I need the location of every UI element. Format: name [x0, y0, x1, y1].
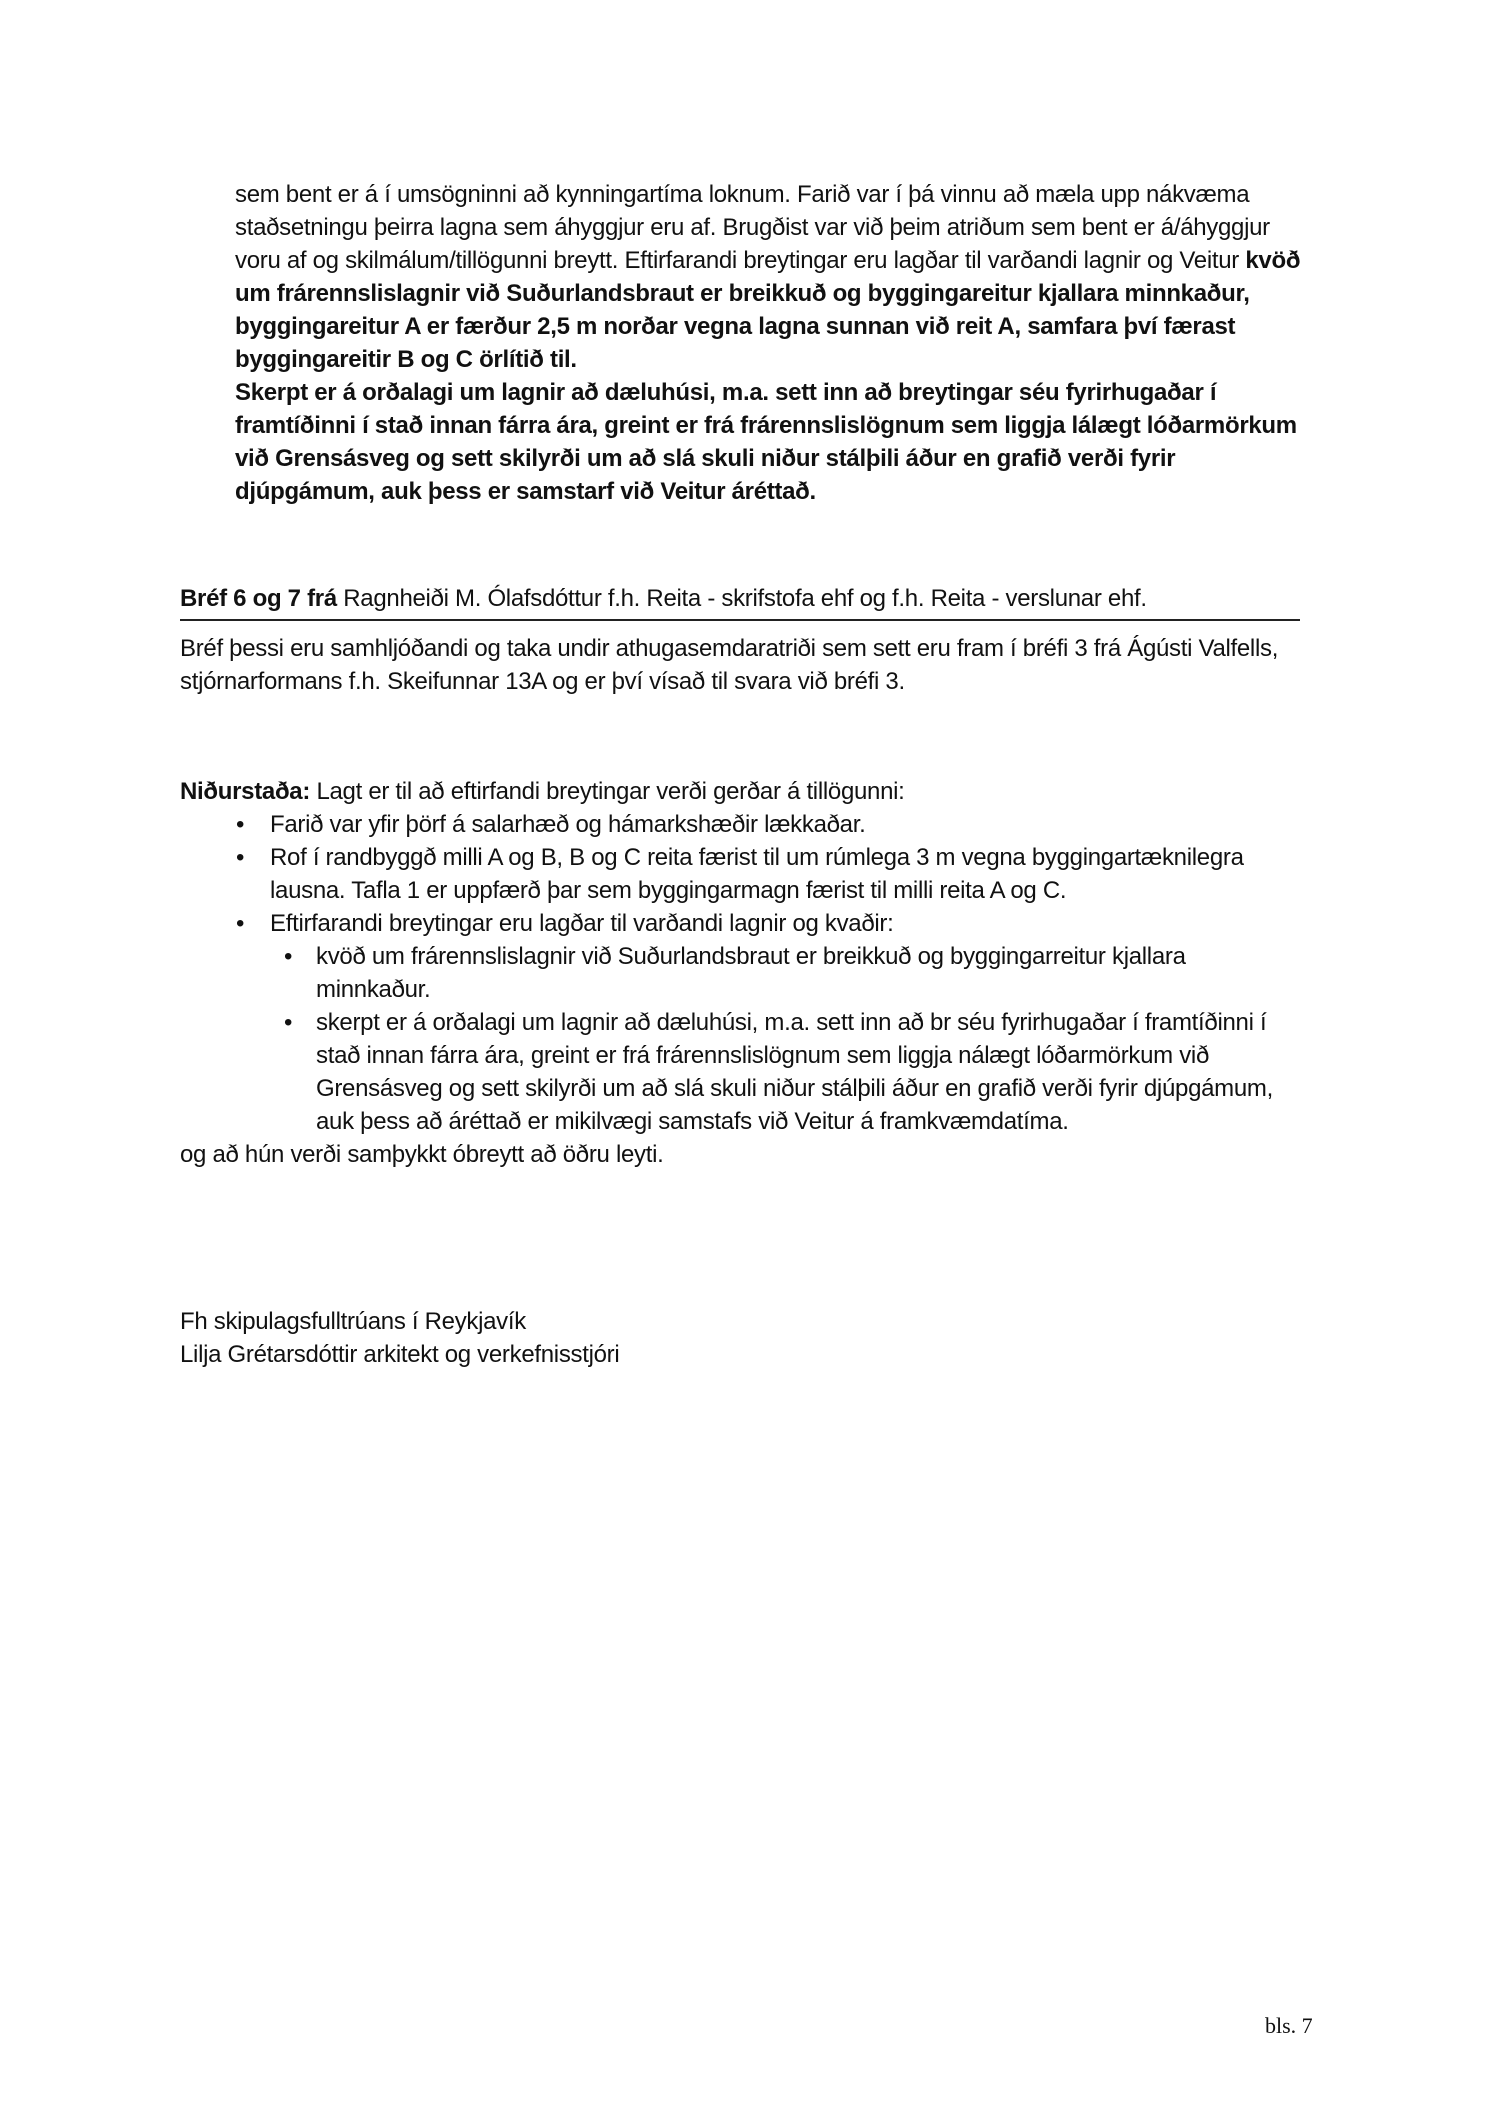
nidurstada-list: [180, 808, 1300, 1138]
list-item: • Farið var yfir þörf á salarhæð og hámarkshæðir lækkaðar.: [270, 808, 1300, 841]
bref-sender: Ragnheiði M. Ólafsdóttur f.h. Reita - skrifstofa ehf og f.h. Reita - verslunar ehf.: [343, 585, 1147, 612]
list-item: [270, 907, 1300, 1138]
continuation-bold-1: kvöð um frárennslislagnir við Suðurlandsbraut er breikkuð og byggingareitur kjallara minnkaður, byggingareitur A er færður 2,5 m norðar vegna lagna sunnan við reit A, samfara því færast byggingareitir B og C örlítið til.: [235, 247, 1301, 373]
continuation-text: sem bent er á í umsögninni að kynningartíma loknum. Farið var í þá vinnu að mæla upp nákvæma staðsetningu þeirra lagna sem áhyggjur eru af. Brugðist var við þeim atriðum sem bent er á/áhyggjur voru af og skilmálum/tillögunni breytt. Eftirfarandi breytingar eru lagðar til varðandi lagnir og Veitur: [235, 181, 1270, 274]
continuation-block: [235, 178, 1315, 508]
nidurstada-label: Niðurstaða:: [180, 778, 311, 805]
bref-label: Bréf 6 og 7 frá: [180, 585, 337, 612]
nidurstada-sublist: [270, 940, 1300, 1138]
signature-block: [180, 1305, 1300, 1371]
nidurstada-closing: og að hún verði samþykkt óbreytt að öðru leyti.: [180, 1141, 664, 1168]
bref-body: [180, 632, 1300, 698]
bref-body-text: Bréf þessi eru samhljóðandi og taka undir athugasemdaratriði sem sett eru fram í bréfi 3 frá Ágústi Valfells, stjórnarformans f.h. Skeifunnar 13A og er því vísað til svara við bréfi 3.: [180, 635, 1279, 695]
signature-line-1: Fh skipulagsfulltrúans í Reykjavík: [180, 1308, 526, 1335]
continuation-paragraph: [235, 178, 1315, 376]
list-item-text: Eftirfarandi breytingar eru lagðar til varðandi lagnir og kvaðir:: [270, 910, 894, 937]
page-number: bls. 7: [1265, 2013, 1313, 2038]
nidurstada-section: [180, 775, 1300, 1171]
list-item: • Rof í randbyggð milli A og B, B og C reita færist til um rúmlega 3 m vegna byggingartæknilegra lausna. Tafla 1 er uppfærð þar sem byggingarmagn færist til milli reita A og C.: [270, 841, 1300, 907]
bref-heading: [180, 582, 1300, 615]
nidurstada-intro-line: [180, 775, 1300, 808]
nidurstada-intro: Lagt er til að eftirfandi breytingar verði gerðar á tillögunni:: [316, 778, 905, 805]
sublist-item: • kvöð um frárennslislagnir við Suðurlandsbraut er breikkuð og byggingarreitur kjallara minnkaður.: [316, 940, 1300, 1006]
sublist-item: • skerpt er á orðalagi um lagnir að dæluhúsi, m.a. sett inn að br séu fyrirhugaðar í framtíðinni í stað innan fárra ára, greint er frá frárennslislögnum sem liggja nálægt lóðarmörkum við Grensásveg og sett skilyrði um að slá skuli niður stálþili áður en grafið verði fyrir djúpgámum, auk þess að áréttað er mikilvægi samstafs við Veitur á framkvæmdatíma.: [316, 1006, 1300, 1138]
continuation-bold-2: Skerpt er á orðalagi um lagnir að dæluhúsi, m.a. sett inn að breytingar séu fyrirhugaðar í framtíðinni í stað innan fárra ára, greint er frá frárennslislögnum sem liggja lálægt lóðarmörkum við Grensásveg og sett skilyrði um að slá skuli niður stálþili áður en grafið verði fyrir djúpgámum, auk þess er samstarf við Veitur áréttað.: [235, 379, 1297, 505]
bref-divider: [180, 619, 1300, 621]
signature-line-2: Lilja Grétarsdóttir arkitekt og verkefnisstjóri: [180, 1341, 620, 1368]
